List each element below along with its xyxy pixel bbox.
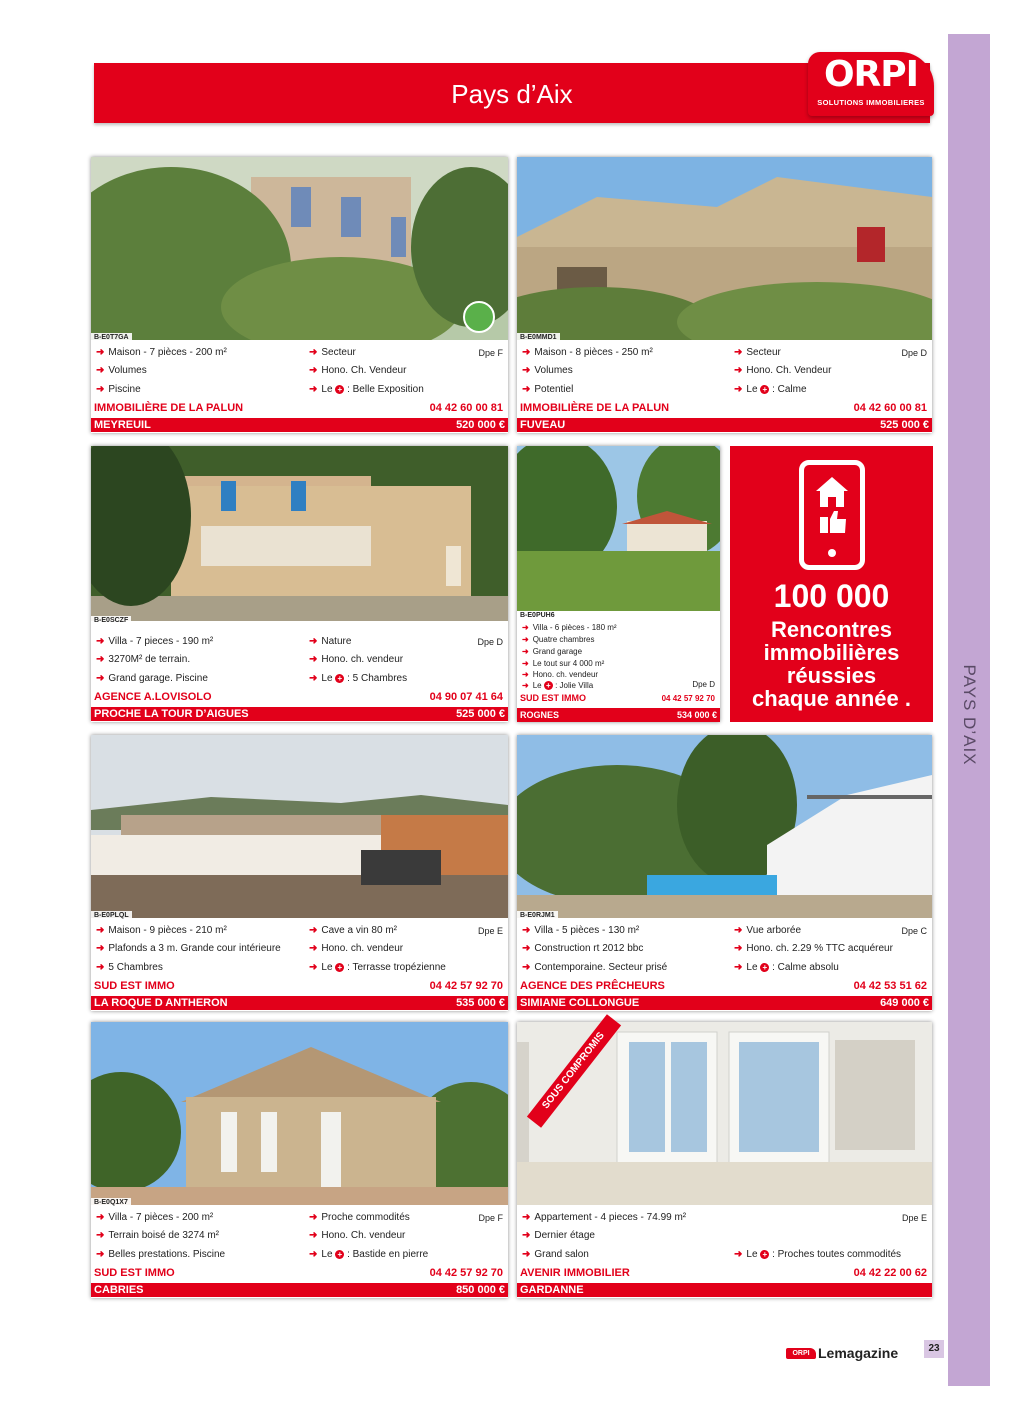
listing-card[interactable] [517,157,932,433]
feature: ➜ Contemporaine. Secteur prisé [522,962,668,973]
orpi-mini-logo: ORPI [786,1348,816,1359]
feature-highlight: ➜ Le + : Calme [734,384,807,395]
city-price-bar [91,1283,508,1297]
dpe-rating: Dpe E [901,1213,927,1223]
plus-icon: + [760,963,769,972]
feature-highlight: ➜ Le + : Proches toutes commodités [734,1249,902,1260]
agency-phone[interactable]: 04 42 57 92 70 [429,980,503,992]
city: ROGNES [520,710,560,720]
listing-photo [517,446,720,611]
listing-photo [91,735,508,918]
feature: ➜ Villa - 7 pièces - 200 m² [96,1212,214,1223]
page-number: 23 [924,1340,944,1358]
feature: ➜ Maison - 9 pièces - 210 m² [96,925,227,936]
plus-icon: + [760,1250,769,1259]
feature: ➜ 3270M² de terrain. [96,654,191,665]
dpe-rating: Dpe C [901,926,927,936]
feature: ➜ Villa - 5 pièces - 130 m² [522,925,640,936]
listing-card[interactable] [517,1022,932,1298]
feature: ➜ Grand garage [522,647,583,656]
feature-highlight: ➜ Le + : Jolie Villa [522,681,594,690]
plus-icon: + [335,385,344,394]
agency-name: AVENIR IMMOBILIER [520,1267,630,1279]
header-banner [94,63,930,123]
price: 649 000 € [880,997,929,1009]
listing-card[interactable] [517,446,720,722]
city-price-bar [517,708,720,722]
city-price-bar [91,996,508,1010]
listing-card[interactable] [91,446,508,722]
feature: ➜ Vue arborée [734,925,802,936]
feature: ➜ Hono. Ch. vendeur [309,1230,406,1241]
agency-phone[interactable]: 04 42 60 00 81 [853,402,927,414]
feature: ➜ Volumes [96,365,147,376]
listing-reference: B-E0PLQL [91,911,132,920]
price: 525 000 € [880,419,929,431]
city-price-bar [91,418,508,432]
feature: ➜ Maison - 7 pièces - 200 m² [96,347,227,358]
smartphone-icon [799,460,865,570]
listing-reference: B-E0SCZF [91,616,131,625]
agency-name: SUD EST IMMO [94,1267,175,1279]
feature: ➜ Secteur [734,347,781,358]
feature: ➜ Appartement - 4 pieces - 74.99 m² [522,1212,687,1223]
feature: ➜ Cave a vin 80 m² [309,925,397,936]
agency-phone[interactable]: 04 90 07 41 64 [429,691,503,703]
listing-reference: B-E0Q1X7 [91,1198,131,1207]
agency-phone[interactable]: 04 42 60 00 81 [429,402,503,414]
feature: ➜ Volumes [522,365,573,376]
agency-phone[interactable]: 04 42 53 51 62 [853,980,927,992]
price: 534 000 € [676,710,717,720]
plus-icon: + [544,681,553,690]
logo-word: ORPI [823,54,919,95]
feature: ➜ Potentiel [522,384,574,395]
magazine-footer [786,1345,946,1363]
feature: ➜ Dernier étage [522,1230,595,1241]
listing-card[interactable] [91,1022,508,1298]
listing-reference: B-E0T7GA [91,333,132,342]
city: GARDANNE [520,1284,584,1296]
promo-number: 100 000 [773,578,890,614]
feature: ➜ Maison - 8 pièces - 250 m² [522,347,653,358]
price: 535 000 € [456,997,505,1009]
city-price-bar [517,996,932,1010]
listing-photo [91,446,508,621]
feature: ➜ Hono. Ch. Vendeur [734,365,832,376]
listing-card[interactable] [91,157,508,433]
city: FUVEAU [520,419,566,431]
feature: ➜ Grand salon [522,1249,589,1260]
dpe-rating: Dpe D [477,637,503,647]
feature: ➜ Hono. ch. vendeur [309,943,404,954]
feature: ➜ Belles prestations. Piscine [96,1249,226,1260]
agency-phone[interactable]: 04 42 57 92 70 [661,694,715,703]
dpe-rating: Dpe F [478,1213,503,1223]
city-price-bar [517,1283,932,1297]
listing-card[interactable] [517,735,932,1011]
listing-photo [91,1022,508,1205]
feature: ➜ Plafonds a 3 m. Grande cour intérieure [96,943,281,954]
agency-name: AGENCE A.LOVISOLO [94,691,212,703]
sous-compromis-stamp: SOUS COMPROMIS [527,1014,621,1128]
price: 525 000 € [456,708,505,720]
agency-name: SUD EST IMMO [94,980,175,992]
city: PROCHE LA TOUR D’AIGUES [94,708,249,720]
plus-icon: + [335,963,344,972]
city: LA ROQUE D ANTHERON [94,997,228,1009]
plus-icon: + [335,674,344,683]
feature-highlight: ➜ Le + : 5 Chambres [309,673,408,684]
feature: ➜ Secteur [309,347,356,358]
listing-photo [517,157,932,340]
feature: ➜ Hono. ch. 2.29 % TTC acquéreur [734,943,893,954]
price: 850 000 € [456,1284,505,1296]
agency-name: AGENCE DES PRÊCHEURS [520,980,665,992]
listing-reference: B-E0RJM1 [517,911,558,920]
dpe-rating: Dpe F [478,348,503,358]
logo-tagline: SOLUTIONS IMMOBILIERES [817,98,925,107]
orpi-logo [808,52,934,116]
listing-reference: B-E0PUH6 [517,611,558,620]
feature-highlight: ➜ Le + : Belle Exposition [309,384,424,395]
feature: ➜ Proche commodités [309,1212,410,1223]
feature-highlight: ➜ Le + : Terrasse tropézienne [309,962,446,973]
feature: ➜ Hono. ch. vendeur [309,654,404,665]
city: CABRIES [94,1284,144,1296]
agency-phone[interactable]: 04 42 57 92 70 [429,1267,503,1279]
city-price-bar [91,707,508,721]
agency-name: IMMOBILIÈRE DE LA PALUN [520,402,670,414]
feature: ➜ Villa - 7 pieces - 190 m² [96,636,214,647]
listing-card[interactable] [91,735,508,1011]
agency-phone[interactable]: 04 42 22 00 62 [853,1267,927,1279]
plus-icon: + [760,385,769,394]
listing-photo [91,157,508,340]
feature: ➜ Grand garage. Piscine [96,673,208,684]
feature: ➜ Quatre chambres [522,635,595,644]
magazine-name: Lemagazine [818,1345,899,1361]
feature: ➜ Hono. ch. vendeur [522,670,599,679]
listing-photo [517,735,932,918]
feature-highlight: ➜ Le + : Bastide en pierre [309,1249,429,1260]
feature: ➜ Piscine [96,384,141,395]
dpe-rating: Dpe D [692,680,715,689]
agency-name: SUD EST IMMO [520,693,587,703]
feature: ➜ Hono. Ch. Vendeur [309,365,407,376]
promo-text: Rencontres immobilières réussies chaque année . [752,617,911,711]
city-price-bar [517,418,932,432]
feature: ➜ Le tout sur 4 000 m² [522,659,605,668]
dpe-rating: Dpe E [477,926,503,936]
dpe-rating: Dpe D [901,348,927,358]
listing-reference: B-E0MMD1 [517,333,560,342]
city: MEYREUIL [94,419,151,431]
feature-highlight: ➜ Le + : Calme absolu [734,962,839,973]
feature: ➜ Construction rt 2012 bbc [522,943,644,954]
feature: ➜ Terrain boisé de 3274 m² [96,1230,220,1241]
price: 520 000 € [456,419,505,431]
agency-name: IMMOBILIÈRE DE LA PALUN [94,402,244,414]
feature: ➜ 5 Chambres [96,962,163,973]
page-title: Pays d’Aix [451,79,573,109]
city: SIMIANE COLLONGUE [520,997,640,1009]
feature: ➜ Nature [309,636,352,647]
side-label: PAYS D’AIX [960,664,979,766]
plus-icon: + [335,1250,344,1259]
feature: ➜ Villa - 6 pièces - 180 m² [522,623,617,632]
promo-panel [730,446,933,722]
